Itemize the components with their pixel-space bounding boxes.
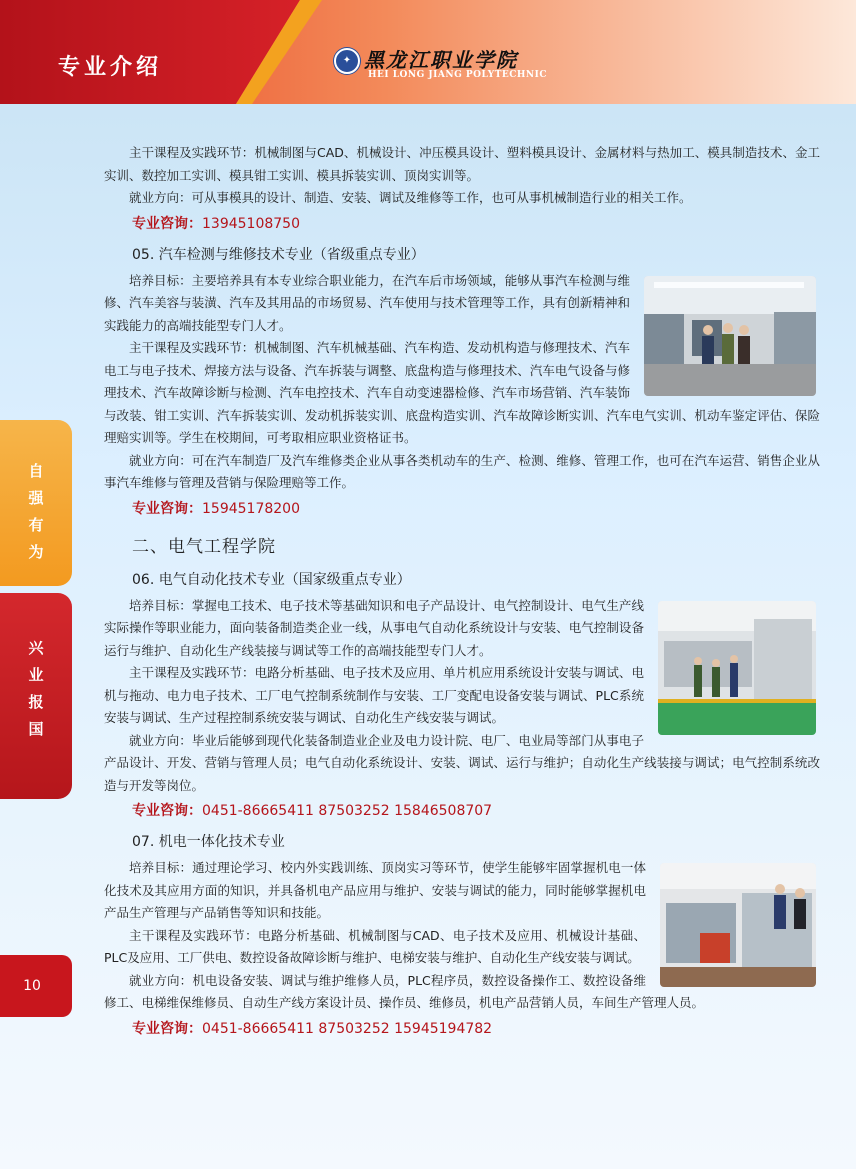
motto-char: 业 xyxy=(28,666,44,684)
label: 培养目标： xyxy=(129,272,192,288)
label: 就业方向： xyxy=(129,452,192,468)
consult-line xyxy=(132,212,820,236)
text: 通过理论学习、校内外实践训练、顶岗实习等环节，使学生能够牢固掌握机电一体化技术及其应用方面的知识，并具备机电产品应用与维护、安装与调试的能力，同时能够掌握机电产品生产管理与产品销售等知识和技能。 xyxy=(104,860,646,920)
text: 可在汽车制造厂及汽车维修类企业从事各类机动车的生产、检测、维修、管理工作，也可在汽车运营、销售企业从事汽车维修与管理及营销与保险理赔等工作。 xyxy=(104,452,820,490)
label: 主干课程及实践环节： xyxy=(129,145,255,160)
school-name-en: HEI LONG JIANG POLYTECHNIC xyxy=(368,70,548,80)
photo-auto-workshop xyxy=(644,276,816,396)
consult-label: 专业咨询： xyxy=(132,803,202,819)
text: 掌握电工技术、电子技术等基础知识和电子产品设计、电气控制设计、电气生产线实际操作等职业能力，面向装备制造类企业一线，从事电气自动化系统设计与安装、电气控制设备运行与维护、自动化生产线装接与调试等工作的高端技能型专门人才。 xyxy=(104,597,644,658)
consult-line xyxy=(132,1017,820,1041)
main-content xyxy=(104,142,820,1047)
major-title-05: 05. 汽车检测与维修技术专业（省级重点专业） xyxy=(132,246,425,263)
motto-char: 为 xyxy=(28,543,44,561)
motto-char: 强 xyxy=(28,489,44,507)
page-number: 10 xyxy=(0,955,72,1017)
section-title: 专业介绍 xyxy=(58,55,163,80)
motto-char: 自 xyxy=(28,462,44,480)
motto-char: 国 xyxy=(28,720,44,738)
text: 主要培养具有本专业综合职业能力，在汽车后市场领域，能够从事汽车检测与维修、汽车美容与装潢、汽车及其用品的市场贸易、汽车使用与技术管理等工作，具有创新精神和实践能力的高端技能型专门人才。 xyxy=(104,272,630,333)
text: 电路分析基础、电子技术及应用、单片机应用系统设计安装与调试、电机与拖动、电力电子技术、工厂电气控制系统制作与安装、工厂变配电设备安装与调试、PLC系统安装与调试、生产过程控制系统安装与调试、自动化生产线安装与调试。 xyxy=(104,665,644,725)
motto-char: 有 xyxy=(28,516,44,534)
label: 主干课程及实践环节： xyxy=(129,665,255,680)
label: 就业方向： xyxy=(129,732,192,748)
photo-mechatronics-lab xyxy=(660,863,816,987)
label: 主干课程及实践环节： xyxy=(129,927,258,943)
label: 培养目标： xyxy=(129,597,192,613)
consult-phone: 0451-86665411 87503252 15846508707 xyxy=(202,803,493,819)
photo-electrical-lab xyxy=(658,601,816,735)
text: 可从事模具的设计、制造、安装、调试及维修等工作，也可从事机械制造行业的相关工作。 xyxy=(191,190,692,205)
consult-phone: 0451-86665411 87503252 15945194782 xyxy=(202,1020,493,1037)
text: 机械制图与CAD、机械设计、冲压模具设计、塑料模具设计、金属材料与热加工、模具制造技术、金工实训、数控加工实训、模具钳工实训、模具拆装实训、顶岗实训等。 xyxy=(104,145,820,183)
page-header xyxy=(0,0,856,104)
major-title-06: 06. 电气自动化技术专业（国家级重点专业） xyxy=(132,571,411,588)
text: 电路分析基础、机械制图与CAD、电子技术及应用、机械设计基础、PLC及应用、工厂供电、数控设备故障诊断与维护、电梯安装与维护、自动化生产线安装与调试。 xyxy=(104,927,646,965)
paragraph-jobs xyxy=(104,187,820,210)
motto-char: 报 xyxy=(28,693,44,711)
school-name-cn: 黑龙江职业学院 xyxy=(364,48,518,72)
label: 主干课程及实践环节： xyxy=(129,340,255,355)
consult-label: 专业咨询： xyxy=(132,1020,202,1037)
label: 就业方向： xyxy=(129,190,192,205)
school-emblem-icon: ✦ xyxy=(334,48,360,74)
paragraph-courses xyxy=(104,142,820,187)
label: 就业方向： xyxy=(129,972,193,988)
consult-label: 专业咨询： xyxy=(132,215,202,232)
major-title-07: 07. 机电一体化技术专业 xyxy=(132,834,285,850)
consult-label: 专业咨询： xyxy=(132,500,202,517)
paragraph-jobs xyxy=(104,730,820,798)
text: 毕业后能够到现代化装备制造业企业及电力设计院、电厂、电业局等部门从事电子产品设计、开发、营销与管理人员；电气自动化系统设计、安装、调试、运行与维护；自动化生产线装接与调试；电气控制系统改造与开发等岗位。 xyxy=(104,732,820,793)
consult-line xyxy=(132,799,820,823)
consult-phone: 13945108750 xyxy=(202,215,300,232)
side-tab-motto-1 xyxy=(0,420,72,586)
college-heading: 二、电气工程学院 xyxy=(132,536,276,557)
text: 机电设备安装、调试与维护维修人员，PLC程序员，数控设备操作工、数控设备维修工、电梯维保维修员、自动生产线方案设计员、操作员、维修员，机电产品营销人员，车间生产管理人员。 xyxy=(104,972,705,1010)
label: 培养目标： xyxy=(129,860,193,875)
consult-line xyxy=(132,497,820,521)
consult-phone: 15945178200 xyxy=(202,500,300,517)
side-tab-motto-2 xyxy=(0,593,72,799)
text: 机械制图、汽车机械基础、汽车构造、发动机构造与修理技术、汽车电工与电子技术、焊接方法与设备、汽车拆装与调整、底盘构造与修理技术、汽车电气设备与修理技术、汽车故障诊断与检测、汽车电控技术、汽车自动变速器检修、汽车市场营销、汽车装饰与改装、钳工实训、汽车拆装实训、发动机拆装实训、底盘构造实训、汽车故障诊断实训、汽车电气实训、机动车鉴定评估、保险理赔实训等。学生在校期间，可考取相应职业资格证书。 xyxy=(104,340,820,445)
paragraph-jobs xyxy=(104,450,820,495)
motto-char: 兴 xyxy=(28,639,44,657)
